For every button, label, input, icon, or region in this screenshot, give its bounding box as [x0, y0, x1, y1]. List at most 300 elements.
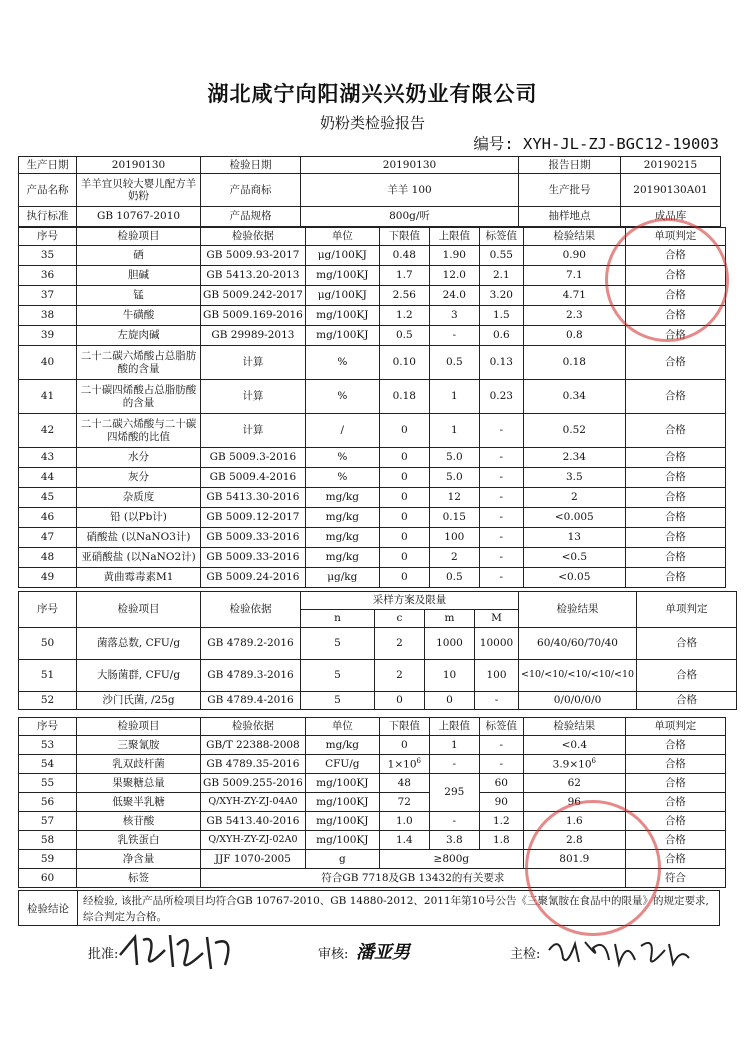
- prod-date: 20190130: [77, 157, 201, 174]
- cell: 2: [429, 548, 479, 568]
- cell: GB 4789.35-2016: [201, 755, 306, 774]
- cell: 96: [523, 793, 625, 812]
- cell: 4.71: [523, 286, 625, 306]
- conclusion-label: 检验结论: [19, 891, 78, 925]
- cell: 1000: [425, 628, 475, 660]
- cell: 标签: [77, 869, 201, 888]
- cell: %: [305, 468, 379, 488]
- cell: mg/kg: [305, 508, 379, 528]
- cell: 58: [19, 831, 77, 850]
- header-cell: 上限值: [429, 718, 479, 736]
- cell: 0.52: [523, 414, 625, 448]
- cell: 低聚半乳糖: [77, 793, 201, 812]
- header-cell: 单项判定: [625, 718, 725, 736]
- cell: %: [305, 448, 379, 468]
- cell: 46: [19, 508, 77, 528]
- cell: -: [479, 736, 523, 755]
- cell: 1.2: [379, 306, 429, 326]
- cell: 41: [19, 380, 77, 414]
- cell: 沙门氏菌, /25g: [77, 692, 201, 710]
- cell: -: [479, 468, 523, 488]
- cell: 计算: [201, 380, 306, 414]
- cell: mg/100KJ: [305, 326, 379, 346]
- cell: %: [305, 380, 379, 414]
- cell: <0.005: [523, 508, 625, 528]
- report-number: 编号: XYH-JL-ZJ-BGC12-19003: [473, 135, 719, 153]
- cell: GB 5009.255-2016: [201, 774, 306, 793]
- cell: 62: [523, 774, 625, 793]
- cell: mg/kg: [305, 548, 379, 568]
- header-cell: M: [475, 610, 519, 628]
- cell: mg/100KJ: [305, 306, 379, 326]
- cell: mg/100KJ: [305, 266, 379, 286]
- cell: 56: [19, 793, 77, 812]
- cell: μg/100KJ: [305, 246, 379, 266]
- header-cell: n: [301, 610, 375, 628]
- cell: 核苷酸: [77, 812, 201, 831]
- cell: 1.6: [523, 812, 625, 831]
- cell: 合格: [625, 266, 725, 286]
- header-cell: 检验项目: [77, 228, 201, 246]
- cell: 45: [19, 488, 77, 508]
- cell: 3.5: [523, 468, 625, 488]
- cell: GB 5009.242-2017: [201, 286, 306, 306]
- header-cell: m: [425, 610, 475, 628]
- cell: 59: [19, 850, 77, 869]
- cell: -: [479, 508, 523, 528]
- table-row: [19, 448, 726, 468]
- header-cell: c: [375, 610, 425, 628]
- table-row: [19, 548, 726, 568]
- cell: 0: [379, 448, 429, 468]
- cell: -: [429, 755, 479, 774]
- cell: GB 5413.20-2013: [201, 266, 306, 286]
- cell: 48: [19, 548, 77, 568]
- standard: GB 10767-2010: [77, 207, 201, 227]
- report-date: 20190215: [621, 157, 721, 174]
- base: 1×10: [387, 758, 417, 771]
- cell: 合格: [637, 660, 737, 692]
- base: 3.9×10: [552, 758, 592, 771]
- cell: 合格: [625, 774, 725, 793]
- cell: 3.8: [429, 831, 479, 850]
- cell: 49: [19, 568, 77, 588]
- cell: 0.5: [429, 346, 479, 380]
- batch-label: 生产批号: [519, 174, 621, 207]
- approve-label: 批准:: [88, 947, 119, 962]
- cell: 2.8: [523, 831, 625, 850]
- cell: 杂质度: [77, 488, 201, 508]
- cell: 38: [19, 306, 77, 326]
- header-cell: 单项判定: [625, 228, 725, 246]
- cell: 二十碳四烯酸占总脂肪酸的含量: [77, 380, 201, 414]
- cell: 0.8: [523, 326, 625, 346]
- cell: 36: [19, 266, 77, 286]
- header-cell: 序号: [19, 228, 77, 246]
- cell: 大肠菌群, CFU/g: [77, 660, 201, 692]
- cell: 0.18: [523, 346, 625, 380]
- standard-label: 执行标准: [19, 207, 77, 227]
- table-row: [19, 508, 726, 528]
- cell: <10/<10/<10/<10/<10: [519, 660, 637, 692]
- cell: 90: [479, 793, 523, 812]
- cell: 1.5: [479, 306, 523, 326]
- cell: GB/T 22388-2008: [201, 736, 306, 755]
- exponent: 6: [591, 757, 596, 766]
- cell: 合格: [625, 508, 725, 528]
- cell: Q/XYH-ZY-ZJ-04A0: [201, 793, 306, 812]
- cell: 50: [19, 628, 77, 660]
- cell: mg/100KJ: [305, 774, 379, 793]
- cell: 43: [19, 448, 77, 468]
- cell: 0: [375, 692, 425, 710]
- cell: 1.4: [379, 831, 429, 850]
- cell: /: [305, 414, 379, 448]
- cell: 0.55: [479, 246, 523, 266]
- cell: 24.0: [429, 286, 479, 306]
- cell: JJF 1070-2005: [201, 850, 306, 869]
- table-row: [19, 380, 726, 414]
- cell: [379, 755, 429, 774]
- spec: 800g/听: [301, 207, 519, 227]
- review-label: 审核:: [318, 947, 349, 962]
- cell: <0.4: [523, 736, 625, 755]
- cell: 0.48: [379, 246, 429, 266]
- header-cell: 检验结果: [523, 718, 625, 736]
- cell: 0: [379, 414, 429, 448]
- header-cell: 序号: [19, 718, 77, 736]
- sampling-site: 成品库: [621, 207, 721, 227]
- cell: GB 5413.30-2016: [201, 488, 306, 508]
- microbiology-table: [18, 591, 737, 710]
- cell: GB 29989-2013: [201, 326, 306, 346]
- header-cell: 检验依据: [201, 228, 306, 246]
- cell: 硒: [77, 246, 201, 266]
- cell: GB 5009.24-2016: [201, 568, 306, 588]
- cell: 5: [301, 692, 375, 710]
- cell: 二十二碳六烯酸与二十碳四烯酸的比值: [77, 414, 201, 448]
- cell: -: [479, 548, 523, 568]
- cell: CFU/g: [305, 755, 379, 774]
- cell: -: [479, 568, 523, 588]
- cell: GB 4789.4-2016: [201, 692, 301, 710]
- header-cell: 检验依据: [201, 718, 306, 736]
- cell: 左旋肉碱: [77, 326, 201, 346]
- cell: 100: [429, 528, 479, 548]
- cell: -: [479, 448, 523, 468]
- cell: 合格: [625, 812, 725, 831]
- header-cell: 序号: [19, 592, 77, 628]
- cell: 40: [19, 346, 77, 380]
- cell: 42: [19, 414, 77, 448]
- cell: 0.6: [479, 326, 523, 346]
- cell: -: [479, 414, 523, 448]
- cell: GB 5009.4-2016: [201, 468, 306, 488]
- header-cell: 标签值: [479, 718, 523, 736]
- cell: 乳铁蛋白: [77, 831, 201, 850]
- cell: 黄曲霉毒素M1: [77, 568, 201, 588]
- cell: 胆碱: [77, 266, 201, 286]
- cell: -: [475, 692, 519, 710]
- cell: 0.34: [523, 380, 625, 414]
- cell: 1.0: [379, 812, 429, 831]
- cell: GB 5009.33-2016: [201, 548, 306, 568]
- cell: 1.7: [379, 266, 429, 286]
- cell: 51: [19, 660, 77, 692]
- header-cell: 单位: [305, 718, 379, 736]
- cell: g: [305, 850, 379, 869]
- report-title: 奶粉类检验报告: [319, 114, 425, 132]
- header-cell: 下限值: [379, 718, 429, 736]
- company-name: 湖北咸宁向阳湖兴兴奶业有限公司: [207, 81, 538, 106]
- cell: 0: [425, 692, 475, 710]
- cell: %: [305, 346, 379, 380]
- cell: 硝酸盐 (以NaNO3计): [77, 528, 201, 548]
- cell: 1.2: [479, 812, 523, 831]
- brand-label: 产品商标: [201, 174, 301, 207]
- header-cell: 检验结果: [523, 228, 625, 246]
- cell: 2.3: [523, 306, 625, 326]
- header-cell: 检验项目: [77, 718, 201, 736]
- cell: 合格: [637, 692, 737, 710]
- cell: -: [429, 812, 479, 831]
- cell: 0.13: [479, 346, 523, 380]
- cell: GB 4789.2-2016: [201, 628, 301, 660]
- header-cell: 下限值: [379, 228, 429, 246]
- cell: 39: [19, 326, 77, 346]
- cell: GB 5009.3-2016: [201, 448, 306, 468]
- cell: 13: [523, 528, 625, 548]
- cell: 果聚糖总量: [77, 774, 201, 793]
- cell: -: [479, 528, 523, 548]
- cell: 57: [19, 812, 77, 831]
- cell: mg/100KJ: [305, 831, 379, 850]
- cell: 801.9: [523, 850, 625, 869]
- cell: 2.56: [379, 286, 429, 306]
- cell: mg/kg: [305, 488, 379, 508]
- cell: 符合: [625, 869, 725, 888]
- cell: 60: [19, 869, 77, 888]
- cell: 2: [375, 660, 425, 692]
- cell: 合格: [625, 246, 725, 266]
- cell: 3.20: [479, 286, 523, 306]
- cell: 1: [429, 736, 479, 755]
- cell: 合格: [625, 755, 725, 774]
- cell: -: [429, 326, 479, 346]
- cell: mg/100KJ: [305, 793, 379, 812]
- tester-signature: [545, 930, 695, 970]
- cell: 5.0: [429, 448, 479, 468]
- cell: 合格: [625, 448, 725, 468]
- cell: 10000: [475, 628, 519, 660]
- table-row: [19, 346, 726, 380]
- cell: 44: [19, 468, 77, 488]
- cell: 0.18: [379, 380, 429, 414]
- cell: 0: [379, 548, 429, 568]
- cell: 三聚氰胺: [77, 736, 201, 755]
- batch-number: 20190130A01: [621, 174, 721, 207]
- cell: 合格: [625, 380, 725, 414]
- cell: 5: [301, 660, 375, 692]
- cell: 水分: [77, 448, 201, 468]
- cell: 合格: [625, 548, 725, 568]
- cell: 52: [19, 692, 77, 710]
- cell: 净含量: [77, 850, 201, 869]
- cell: 亚硝酸盐 (以NaNO2计): [77, 548, 201, 568]
- header-cell: 采样方案及限量: [301, 592, 519, 610]
- cell: 合格: [625, 568, 725, 588]
- cell: GB 5009.169-2016: [201, 306, 306, 326]
- cell: 灰分: [77, 468, 201, 488]
- cell: 合格: [625, 488, 725, 508]
- cell: 计算: [201, 346, 306, 380]
- brand: 羊羊 100: [301, 174, 519, 207]
- cell: μg/100KJ: [305, 286, 379, 306]
- cell: 合格: [625, 346, 725, 380]
- cell: 0.15: [429, 508, 479, 528]
- cell: GB 5009.93-2017: [201, 246, 306, 266]
- company-stamp-icon: [525, 800, 661, 936]
- header-cell: 标签值: [479, 228, 523, 246]
- cell: 55: [19, 774, 77, 793]
- cell: 48: [379, 774, 429, 793]
- cell: 0.5: [429, 568, 479, 588]
- product-name: 羊羊宜贝较大婴儿配方羊奶粉: [77, 174, 201, 207]
- cell: 0: [379, 508, 429, 528]
- cell: GB 5413.40-2016: [201, 812, 306, 831]
- cell: 合格: [625, 736, 725, 755]
- cell: 菌落总数, CFU/g: [77, 628, 201, 660]
- cell: 7.1: [523, 266, 625, 286]
- cell: 铅 (以Pb计): [77, 508, 201, 528]
- cell: 0.10: [379, 346, 429, 380]
- conclusion-text: 经检验, 该批产品所检项目均符合GB 10767-2010、GB 14880-2012、2011年第10号公告《三聚氰胺在食品中的限量》的规定要求, 综合判定为合格。: [83, 895, 709, 923]
- cell: 合格: [625, 286, 725, 306]
- header-cell: 单项判定: [637, 592, 737, 628]
- table-row: [19, 326, 726, 346]
- cell: 5: [301, 628, 375, 660]
- cell: 12.0: [429, 266, 479, 286]
- cell: 0: [379, 528, 429, 548]
- test-label: 主检:: [510, 947, 541, 962]
- header-cell: 上限值: [429, 228, 479, 246]
- cell: 计算: [201, 414, 306, 448]
- cell: 12: [429, 488, 479, 508]
- cell: 0: [379, 468, 429, 488]
- cell: -: [479, 488, 523, 508]
- company-stamp-icon: [605, 218, 729, 342]
- report-date-label: 报告日期: [519, 157, 621, 174]
- review-signature: 潘亚男: [356, 942, 410, 963]
- cell: GB 5009.12-2017: [201, 508, 306, 528]
- cell: 合格: [625, 414, 725, 448]
- cell: 0: [379, 568, 429, 588]
- header-cell: 检验依据: [201, 592, 301, 628]
- cell: 合格: [625, 850, 725, 869]
- cell: GB 5009.33-2016: [201, 528, 306, 548]
- cell: 47: [19, 528, 77, 548]
- cell: μg/kg: [305, 568, 379, 588]
- header-cell: 单位: [305, 228, 379, 246]
- cell: 合格: [625, 528, 725, 548]
- cell: 10: [425, 660, 475, 692]
- cell: 1.90: [429, 246, 479, 266]
- cell: 合格: [625, 793, 725, 812]
- cell: 37: [19, 286, 77, 306]
- table-row: [19, 414, 726, 448]
- cell: 35: [19, 246, 77, 266]
- cell: 0/0/0/0/0: [519, 692, 637, 710]
- product-info-table: [18, 156, 721, 227]
- cell: 2: [375, 628, 425, 660]
- table-row: [19, 488, 726, 508]
- cell: 72: [379, 793, 429, 812]
- cell: 0.90: [523, 246, 625, 266]
- cell: 1: [429, 380, 479, 414]
- cell: 符合GB 7718及GB 13432的有关要求: [201, 869, 626, 888]
- cell: mg/100KJ: [305, 812, 379, 831]
- cell: 1: [429, 414, 479, 448]
- cell: mg/kg: [305, 528, 379, 548]
- cell: 合格: [625, 831, 725, 850]
- cell: 合格: [625, 326, 725, 346]
- cell: 54: [19, 755, 77, 774]
- cell: 2: [523, 488, 625, 508]
- cell: mg/kg: [305, 736, 379, 755]
- table-row: [19, 528, 726, 548]
- exponent: 6: [416, 757, 421, 766]
- approver-signature: [115, 925, 245, 975]
- cell: 295: [429, 774, 479, 812]
- spec-label: 产品规格: [201, 207, 301, 227]
- cell: 合格: [625, 306, 725, 326]
- cell: <0.05: [523, 568, 625, 588]
- cell: 0.23: [479, 380, 523, 414]
- site-label: 抽样地点: [519, 207, 621, 227]
- header-cell: 检验结果: [519, 592, 637, 628]
- table-row: [19, 568, 726, 588]
- cell: 2.34: [523, 448, 625, 468]
- header-cell: 检验项目: [77, 592, 201, 628]
- cell: GB 4789.3-2016: [201, 660, 301, 692]
- cell: 0: [379, 488, 429, 508]
- cell: 牛磺酸: [77, 306, 201, 326]
- cell: 60: [479, 774, 523, 793]
- cell: ≥800g: [379, 850, 523, 869]
- cell: 2.1: [479, 266, 523, 286]
- table-row: [19, 468, 726, 488]
- cell: 5.0: [429, 468, 479, 488]
- cell: 60/40/60/70/40: [519, 628, 637, 660]
- cell: 0: [379, 736, 429, 755]
- test-date: 20190130: [301, 157, 519, 174]
- prod-date-label: 生产日期: [19, 157, 77, 174]
- cell: 100: [475, 660, 519, 692]
- cell: 合格: [637, 628, 737, 660]
- cell: 1.8: [479, 831, 523, 850]
- cell: Q/XYH-ZY-ZJ-02A0: [201, 831, 306, 850]
- cell: <0.5: [523, 548, 625, 568]
- cell: 二十二碳六烯酸占总脂肪酸的含量: [77, 346, 201, 380]
- cell: 3: [429, 306, 479, 326]
- product-name-label: 产品名称: [19, 174, 77, 207]
- cell: [523, 755, 625, 774]
- cell: 乳双歧杆菌: [77, 755, 201, 774]
- test-date-label: 检验日期: [201, 157, 301, 174]
- cell: 合格: [625, 468, 725, 488]
- cell: 锰: [77, 286, 201, 306]
- cell: 0.5: [379, 326, 429, 346]
